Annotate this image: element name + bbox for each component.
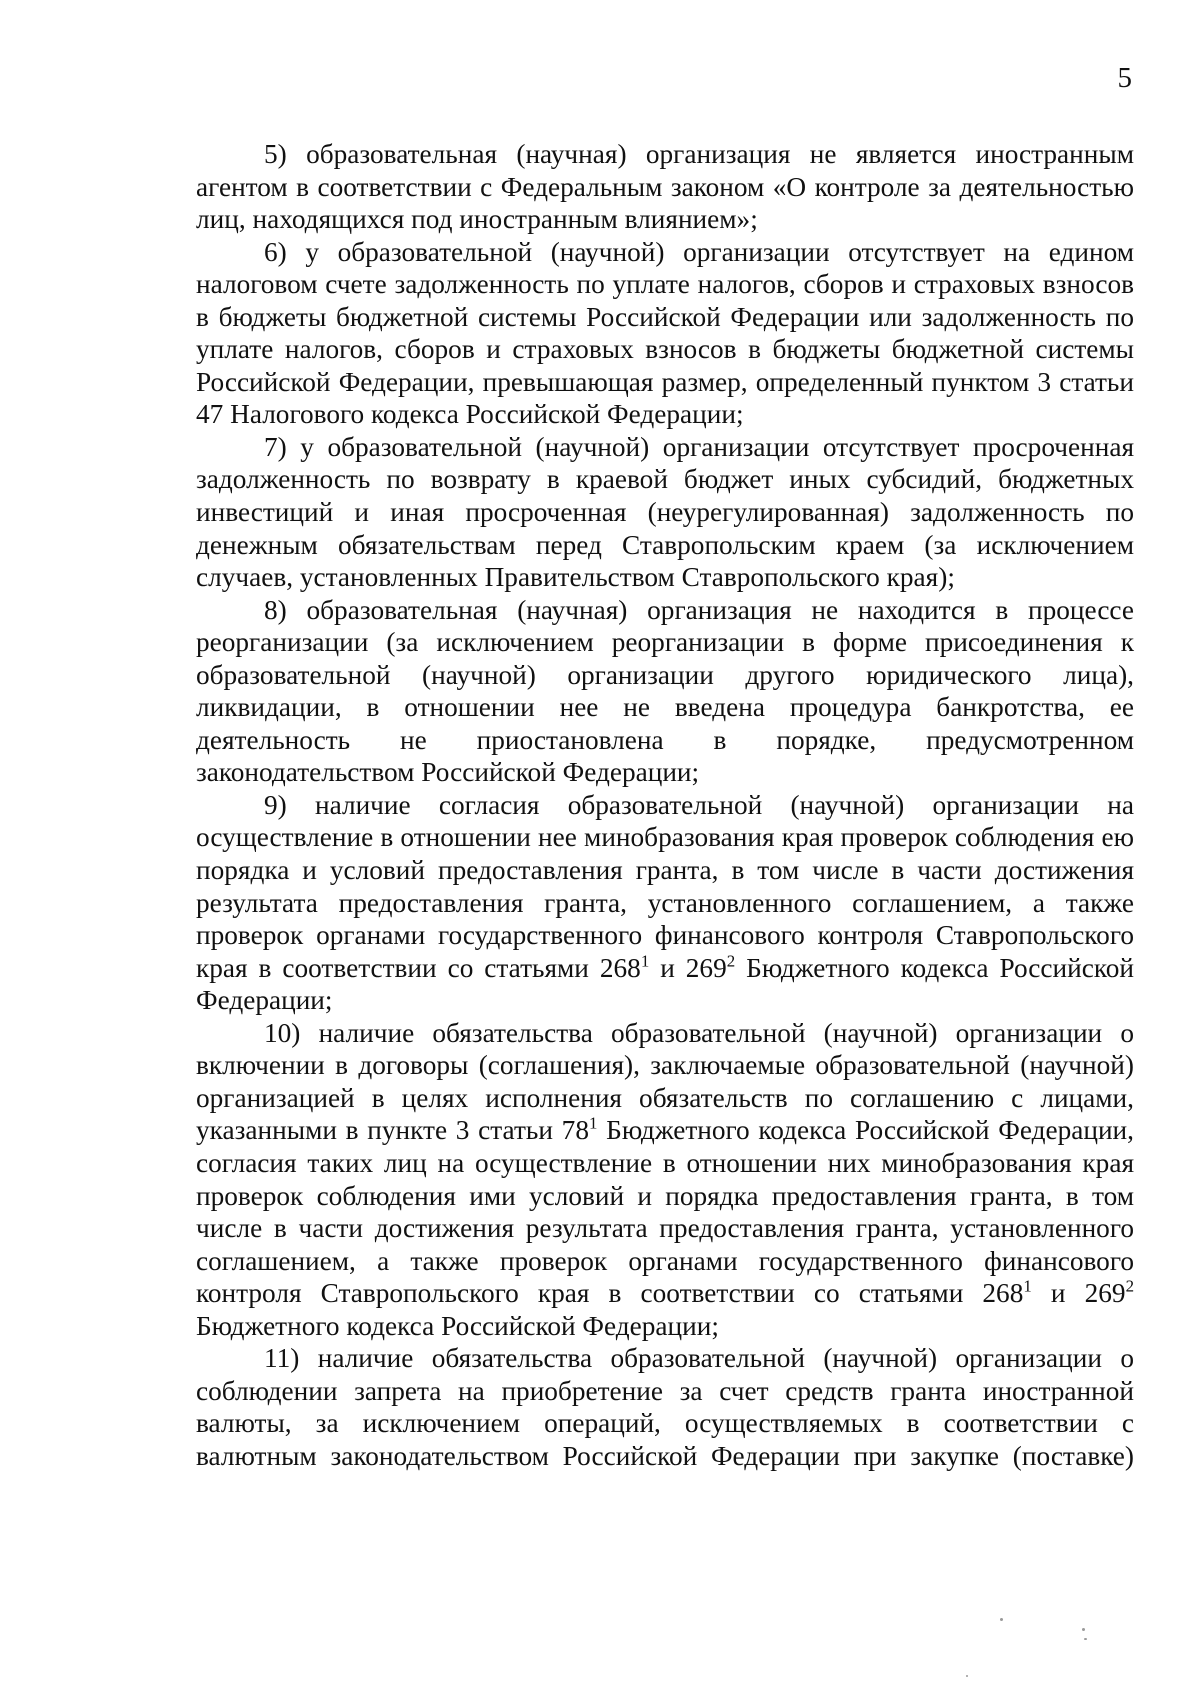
- superscript: 2: [1125, 1276, 1135, 1296]
- scan-speck: [966, 1675, 968, 1677]
- superscript: 1: [588, 1113, 598, 1133]
- text-segment: и 269: [1031, 1278, 1126, 1309]
- superscript: 1: [640, 951, 650, 971]
- list-item-8: [196, 594, 1134, 789]
- list-item-5: [196, 138, 1134, 236]
- document-body: [196, 138, 1134, 1472]
- text-segment: Бюджетного кодекса Российской Федерации, согласия таких лиц на осуществление в отношении них минобразования края проверок соблюдения ими условий и порядка предоставления гранта, в том числе в части достижения результата предоставления гранта, установленного соглашением, а также проверок органами государственного финансового контроля Ставропольского края в соответствии со статьями 268: [196, 1115, 1134, 1309]
- text-segment: 11) наличие обязательства образовательной (научной) организации о соблюдении запрета на приобретение за счет средств гранта иностранной валюты, за исключением операций, осуществляемых в соответствии с валютным законодательством Российской Федерации при закупке (поставке): [196, 1343, 1134, 1471]
- text-segment: 9) наличие согласия образовательной (научной) организации на осуществление в отношении нее минобразования края проверок соблюдения ею порядка и условий предоставления гранта, в том числе в части достижения результата предоставления гранта, установленного соглашением, а также проверок органами государственного финансового контроля Ставропольского края в соответствии со статьями 268: [196, 789, 1134, 983]
- text-segment: Бюджетного кодекса Российской Федерации;: [196, 1310, 719, 1341]
- scan-speck: [1000, 1618, 1003, 1621]
- superscript: 2: [726, 951, 736, 971]
- text-segment: 10) наличие обязательства образовательной (научной) организации о включении в договоры (соглашения), заключаемые образовательной (научной) организацией в целях исполнения обязательств по соглашению с лицами, указанными в пункте 3 статьи 78: [196, 1017, 1134, 1146]
- text-segment: 6) у образовательной (научной) организации отсутствует на едином налоговом счете задолженность по уплате налогов, сборов и страховых взносов в бюджеты бюджетной системы Российской Федерации или задолженность по уплате налогов, сборов и страховых взносов в бюджеты бюджетной системы Российской Федерации, превышающая размер, определенный пунктом 3 статьи 47 Налогового кодекса Российской Федерации;: [196, 236, 1134, 430]
- text-segment: Бюджетного кодекса Российской Федерации;: [196, 952, 1135, 1016]
- list-item-6: [196, 236, 1134, 431]
- scan-speck: [1082, 1628, 1085, 1631]
- list-item-11: [196, 1342, 1134, 1472]
- text-segment: 7) у образовательной (научной) организации отсутствует просроченная задолженность по возврату в краевой бюджет иных субсидий, бюджетных инвестиций и иная просроченная (неурегулированная) задолженность по денежным обязательствам перед Ставропольским краем (за исключением случаев, установленных Правительством Ставропольского края);: [196, 431, 1134, 593]
- text-segment: 5) образовательная (научная) организация не является иностранным агентом в соответствии с Федеральным законом «О контроле за деятельностью лиц, находящихся под иностранным влиянием»;: [196, 139, 1134, 235]
- scan-speck: [1084, 1638, 1087, 1640]
- list-item-9: [196, 789, 1134, 1017]
- text-segment: 8) образовательная (научная) организация не находится в процессе реорганизации (за исключением реорганизации в форме присоединения к образовательной (научной) организации другого юридического лица), ликвидации, в отношении нее не введена процедура банкротства, ее деятельность не приостановлена в порядке, предусмотренном законодательством Российской Федерации;: [196, 594, 1134, 788]
- list-item-7: [196, 431, 1134, 594]
- list-item-10: [196, 1017, 1134, 1342]
- superscript: 1: [1023, 1276, 1032, 1296]
- page-number: 5: [1117, 62, 1132, 94]
- text-segment: и 269: [649, 952, 727, 983]
